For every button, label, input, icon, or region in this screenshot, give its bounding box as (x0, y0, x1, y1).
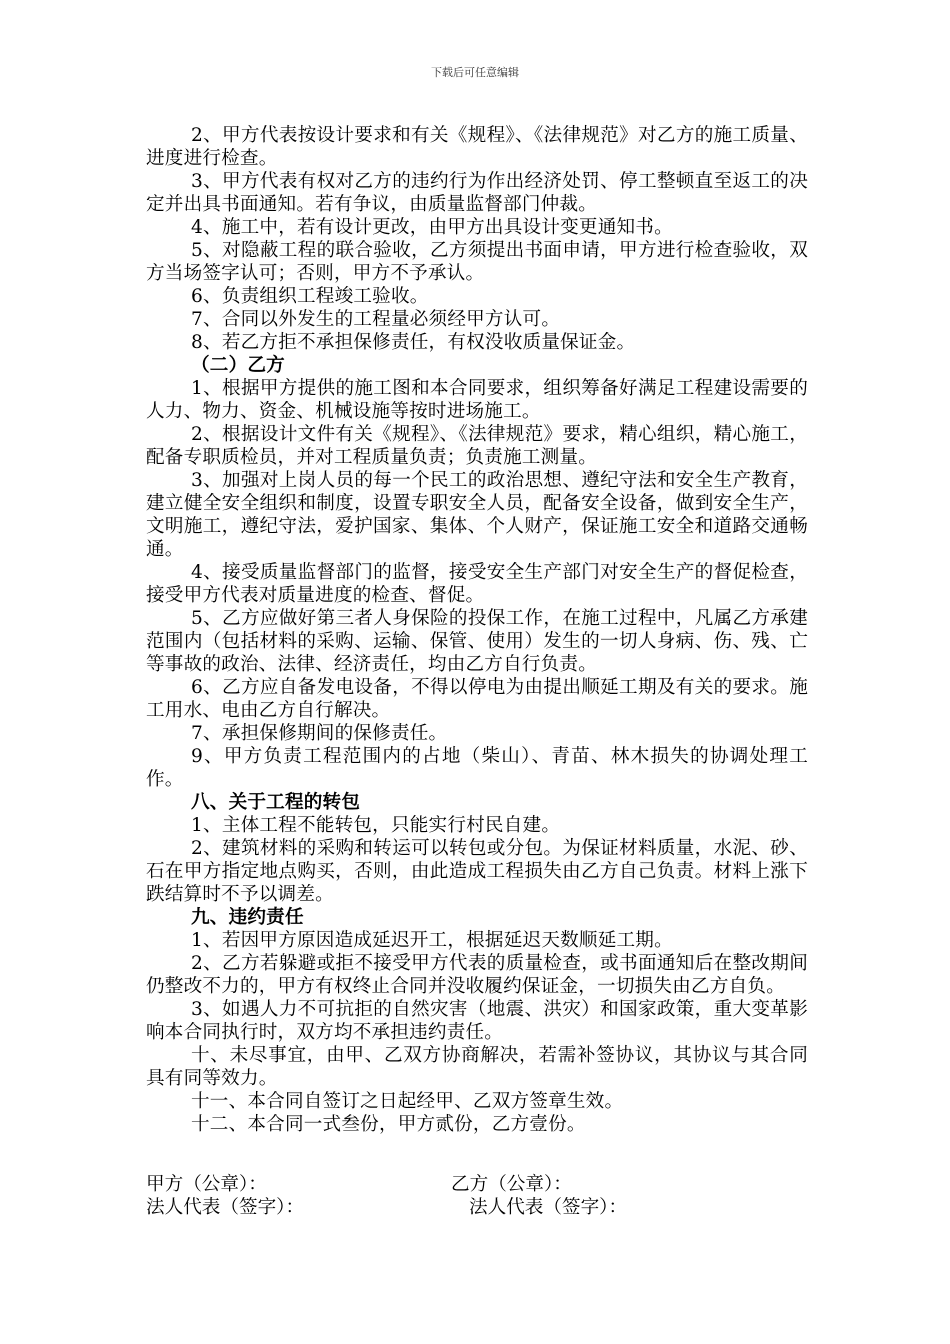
paragraph-v3: 3、如遇人力不可抗拒的自然灾害（地震、洪灾）和国家政策，重大变革影响本合同执行时，双方均不承担违约责任。 (146, 999, 808, 1043)
contract-body (146, 124, 808, 1136)
section-heading-breach: 九、违约责任 (191, 907, 304, 928)
paragraph-b5: 5、乙方应做好第三者人身保险的投保工作，在施工过程中，凡属乙方承建范围内（包括材料的采购、运输、保管、使用）发生的一切人身病、伤、残、亡等事故的政治、法律、经济责任，均由乙方自行负责。 (146, 608, 808, 675)
paragraph-a4: 4、施工中，若有设计更改，由甲方出具设计变更通知书。 (191, 217, 673, 238)
paragraph-a8: 8、若乙方拒不承担保修责任，有权没收质量保证金。 (191, 332, 636, 353)
paragraph-a5: 5、对隐蔽工程的联合验收，乙方须提出书面申请，甲方进行检查验收，双方当场签字认可；否则，甲方不予承认。 (146, 240, 808, 284)
seal-row (146, 1173, 808, 1196)
paragraph-b3: 3、加强对上岗人员的每一个民工的政治思想、遵纪守法和安全生产教育，建立健全安全组织和制度，设置专职安全人员，配备安全设备，做到安全生产，文明施工，遵纪守法，爱护国家、集体、个人财产，保证施工安全和道路交通畅通。 (146, 470, 808, 560)
paragraph-a2: 2、甲方代表按设计要求和有关《规程》、《法律规范》对乙方的施工质量、进度进行检查。 (146, 125, 808, 169)
paragraph-a6: 6、负责组织工程竣工验收。 (191, 286, 429, 307)
paragraph-v2: 2、乙方若躲避或拒不接受甲方代表的质量检查，或书面通知后在整改期间仍整改不力的，甲方有权终止合同并没收履约保证金，一切损失由乙方自负。 (146, 953, 808, 997)
party-a-rep-label: 法人代表（签字）： (146, 1197, 305, 1218)
section-heading-party-b: （二）乙方 (191, 355, 285, 376)
paragraph-a3: 3、甲方代表有权对乙方的违约行为作出经济处罚、停工整顿直至返工的决定并出具书面通知。若有争议，由质量监督部门仲裁。 (146, 171, 808, 215)
paragraph-b9: 9、甲方负责工程范围内的占地（柴山）、青苗、林木损失的协调处理工作。 (146, 746, 808, 790)
representative-row (146, 1196, 808, 1219)
paragraph-eleven: 十一、本合同自签订之日起经甲、乙双方签章生效。 (191, 1091, 624, 1112)
party-b-rep-label: 法人代表（签字）： (469, 1197, 628, 1218)
paragraph-b2: 2、根据设计文件有关《规程》、《法律规范》要求，精心组织，精心施工，配备专职质检员，并对工程质量负责；负责施工测量。 (146, 424, 808, 468)
paragraph-v1: 1、若因甲方原因造成延迟开工，根据延迟天数顺延工期。 (191, 930, 673, 951)
paragraph-b4: 4、接受质量监督部门的监督，接受安全生产部门对安全生产的督促检查，接受甲方代表对质量进度的检查、督促。 (146, 562, 808, 606)
paragraph-a7: 7、合同以外发生的工程量必须经甲方认可。 (191, 309, 561, 330)
party-b-seal-label: 乙方（公章）： (451, 1174, 572, 1195)
paragraph-b6: 6、乙方应自备发电设备，不得以停电为由提出顺延工期及有关的要求。施工用水、电由乙方自行解决。 (146, 677, 808, 721)
paragraph-twelve: 十二、本合同一式叁份，甲方贰份，乙方壹份。 (191, 1114, 586, 1135)
section-heading-subcontract: 八、关于工程的转包 (191, 792, 361, 813)
paragraph-s1: 1、主体工程不能转包，只能实行村民自建。 (191, 815, 561, 836)
party-a-seal-label: 甲方（公章）： (146, 1174, 267, 1195)
paragraph-ten: 十、未尽事宜，由甲、乙双方协商解决，若需补签协议，其协议与其合同具有同等效力。 (146, 1045, 808, 1089)
paragraph-b7: 7、承担保修期间的保修责任。 (191, 723, 448, 744)
paragraph-s2: 2、建筑材料的采购和转运可以转包或分包。为保证材料质量，水泥、砂、石在甲方指定地点购买，否则，由此造成工程损失由乙方自己负责。材料上涨下跌结算时不予以调差。 (146, 838, 808, 905)
paragraph-b1: 1、根据甲方提供的施工图和本合同要求，组织筹备好满足工程建设需要的人力、物力、资金、机械设施等按时进场施工。 (146, 378, 808, 422)
signature-block (146, 1173, 808, 1219)
page-header: 下载后可任意编辑 (431, 66, 519, 79)
